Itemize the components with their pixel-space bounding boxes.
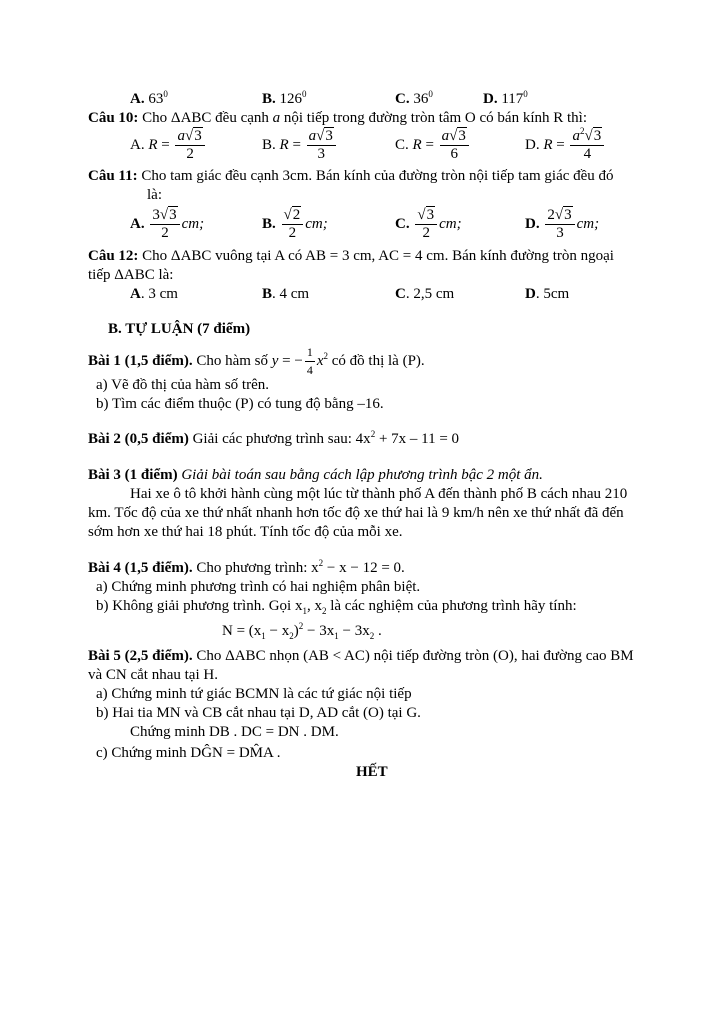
bai3-line3: sớm hơn xe thứ hai 18 phút. Tính tốc độ của mỗi xe. [88,524,403,540]
bai4-part-b: b) Không giải phương trình. Gọi $x_1$, $x_2$ là các nghiệm của phương trình hãy tính: [96,598,577,616]
bai5-part-b: b) Hai tia MN và CB cắt nhau tại D, AD cắt (O) tại G. [96,705,421,721]
q12-text-cont: tiếp ΔABC là: [88,267,174,283]
bai1-part-a: a) Vẽ đồ thị của hàm số trên. [96,377,270,393]
q10-option-d: D. R = $\frac{a^2√3}{4}$ [525,128,606,163]
bai5-part-a: a) Chứng minh tứ giác BCMN là các tứ giác nội tiếp [96,686,412,702]
q9-option-d: D. $117^0$ [483,89,528,107]
q11-option-d: D. $\frac{2√3}{3}$ cm; [525,207,600,241]
q12-option-d: D. 5cm [525,286,570,302]
bai3-line1: Hai xe ô tô khởi hành cùng một lúc từ thành phố A đến thành phố B cách nhau 210 [130,486,628,502]
q10-option-a: A. R = $\frac{a√3}{2}$ [130,128,207,163]
q11-option-c: C. $\frac{√3}{2}$ cm; [395,207,462,241]
q11-text: Câu 11: Cho tam giác đều cạnh 3cm. Bán kính của đường tròn nội tiếp tam giác đều đó [88,168,614,184]
q12-text: Câu 12: Cho ΔABC vuông tại A có AB = 3 cm, AC = 4 cm. Bán kính đường tròn ngoại [88,248,614,264]
bai3-line2: km. Tốc độ của xe thứ nhất nhanh hơn tốc độ xe thứ hai là 9 km/h nên xe thứ nhất đã đến [88,505,624,521]
q9-option-b: B. $126^0$ [262,89,307,107]
q12-option-a: A. 3 cm [130,286,178,302]
q10-option-c: C. R = $\frac{a√3}{6}$ [395,128,471,163]
bai2-text: Bài 2 (0,5 điểm) Giải các phương trình sau: $4x^2 + 7x - 11 = 0$ [88,429,460,447]
q11-option-b: B. $\frac{√2}{2}$ cm; [262,207,328,241]
q11-option-a: A. $\frac{3√3}{2}$ cm; [130,207,205,241]
bai5-text: Bài 5 (2,5 điểm). Cho ΔABC nhọn (AB < AC) nội tiếp đường tròn (O), hai đường cao BM [88,648,634,664]
q10-text: Câu 10: Cho ΔABC đều cạnh a nội tiếp trong đường tròn tâm O có bán kính R thì: [88,110,588,126]
q9-option-c: C. $36^0$ [395,89,433,107]
q12-option-b: B. 4 cm [262,286,310,302]
bai5-part-c: c) Chứng minh DĜN = DM̂A . [96,745,281,761]
bai5-text-cont: và CN cắt nhau tại H. [88,667,218,683]
bai4-text: Bài 4 (1,5 điểm). Cho phương trình: $x^2 - x - 12 = 0$. [88,558,405,576]
q12-option-c: C. 2,5 cm [395,286,455,302]
bai5-part-b-cont: Chứng minh DB . DC = DN . DM. [130,724,339,740]
bai4-part-a: a) Chứng minh phương trình có hai nghiệm phân biệt. [96,579,421,595]
section-b-heading: B. TỰ LUẬN (7 điểm) [108,321,251,337]
q9-option-a: A. $63^0$ [130,89,168,107]
bai1-text: Bài 1 (1,5 điểm). Cho hàm số y = − $\frac{1}{4}$ $x^2$ có đồ thị là (P). [88,345,425,377]
end-marker: HẾT [356,764,388,780]
bai4-formula-n: $N = (x_1 - x_2)^2 - 3x_1 - 3x_2$ . [222,621,382,641]
q10-option-b: B. R = $\frac{a√3}{3}$ [262,128,338,163]
bai1-part-b: b) Tìm các điểm thuộc (P) có tung độ bằng –16. [96,396,384,412]
bai3-text: Bài 3 (1 điểm) Giải bài toán sau bằng cách lập phương trình bậc 2 một ẩn. [88,467,543,483]
q11-text-cont: là: [147,187,162,203]
